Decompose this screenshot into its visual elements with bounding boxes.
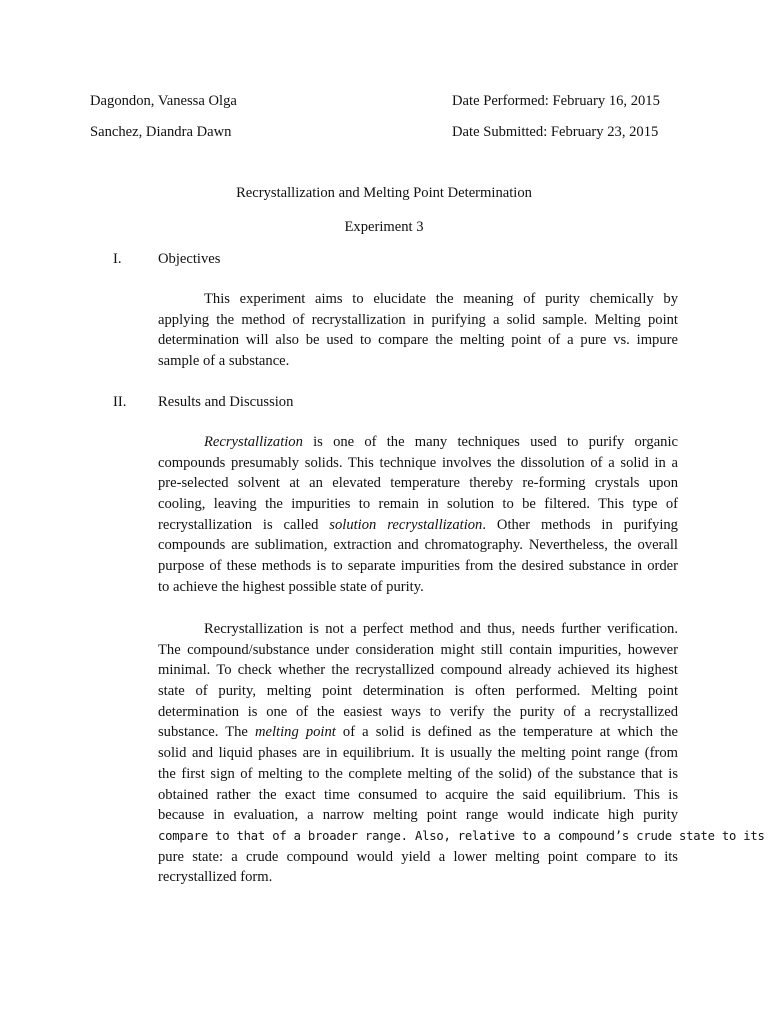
paragraph-line [158,722,678,743]
date-performed: Date Performed: February 16, 2015 [452,93,660,109]
author-2: Sanchez, Diandra Dawn [90,124,232,140]
paragraph-line: compounds presumably solids. This technique involves the dissolution of a solid in a [158,454,678,471]
paragraph-line: obtained rather the exact time consumed to acquire the said equilibrium. This is [158,786,678,803]
paragraph-line: because in evaluation, a narrow melting point range would indicate high purity [158,807,678,824]
line-text: of a solid is defined as the temperature at which the [335,724,678,741]
paragraph-line: cooling, leaving the impurities to remain in solution to be filtered. This type of [158,496,678,513]
term-melting-point: melting point [254,724,336,741]
term-recrystallization: Recrystallization [204,434,303,450]
paragraph-line [158,432,678,453]
paragraph-line: pre-selected solvent at an elevated temperature thereby re-forming crystals upon [158,475,678,492]
paragraph-line: Recrystallization is not a perfect method and thus, needs further verification. [204,621,678,637]
paragraph-line: to achieve the highest possible state of purity. [158,578,424,595]
line-text: substance. The [158,724,255,741]
line-text: . Other methods in purifying [482,516,678,533]
document-title: Recrystallization and Melting Point Determination [236,185,532,201]
section-number-objectives: I. [113,251,122,267]
line-text: is one of the many techniques used to purify organic [302,434,678,450]
section-title-objectives: Objectives [158,251,221,267]
term-solution-recrystallization: solution recrystallization [329,516,483,533]
section-title-results: Results and Discussion [158,394,294,410]
paragraph-line: state of purity, melting point determination is often performed. Melting point [158,683,678,700]
paragraph-line: compounds are sublimation, extraction and chromatography. Nevertheless, the overall [158,537,678,554]
results-paragraph-2 [158,619,765,888]
paragraph-line [158,515,678,536]
line-text: recrystallization is called [158,516,330,533]
objectives-paragraph [158,289,678,372]
results-paragraph-1 [158,432,678,598]
section-number-results: II. [113,394,127,410]
paragraph-line: The compound/substance under consideration might still contain impurities, however [158,641,678,658]
paragraph-line: determination is one of the easiest ways to verify the purity of a recrystallized [158,703,678,720]
paragraph-line: This experiment aims to elucidate the meaning of purity chemically by [204,291,678,307]
paragraph-line: pure state: a crude compound would yield a lower melting point compare to its [158,848,678,865]
paragraph-line: purpose of these methods is to separate impurities from the desired substance in order [158,558,678,575]
author-1: Dagondon, Vanessa Olga [90,93,237,109]
paragraph-line: the first sign of melting to the complete melting of the solid) of the substance that is [158,765,678,782]
paragraph-line: recrystallized form. [158,869,273,886]
paragraph-line: solid and liquid phases are in equilibrium. It is usually the melting point range (from [158,745,678,762]
paragraph-line: sample of a substance. [158,353,290,370]
paragraph-line: determination will also be used to compare the melting point of a pure vs. impure [158,332,678,349]
paragraph-line: compare to that of a broader range. Also, relative to a compound’s crude state to its [158,828,765,843]
paragraph-line: applying the method of recrystallization in purifying a solid sample. Melting point [158,311,678,328]
paragraph-line: minimal. To check whether the recrystallized compound already achieved its highest [158,662,678,679]
document-subtitle: Experiment 3 [344,219,424,235]
date-submitted: Date Submitted: February 23, 2015 [452,124,659,140]
